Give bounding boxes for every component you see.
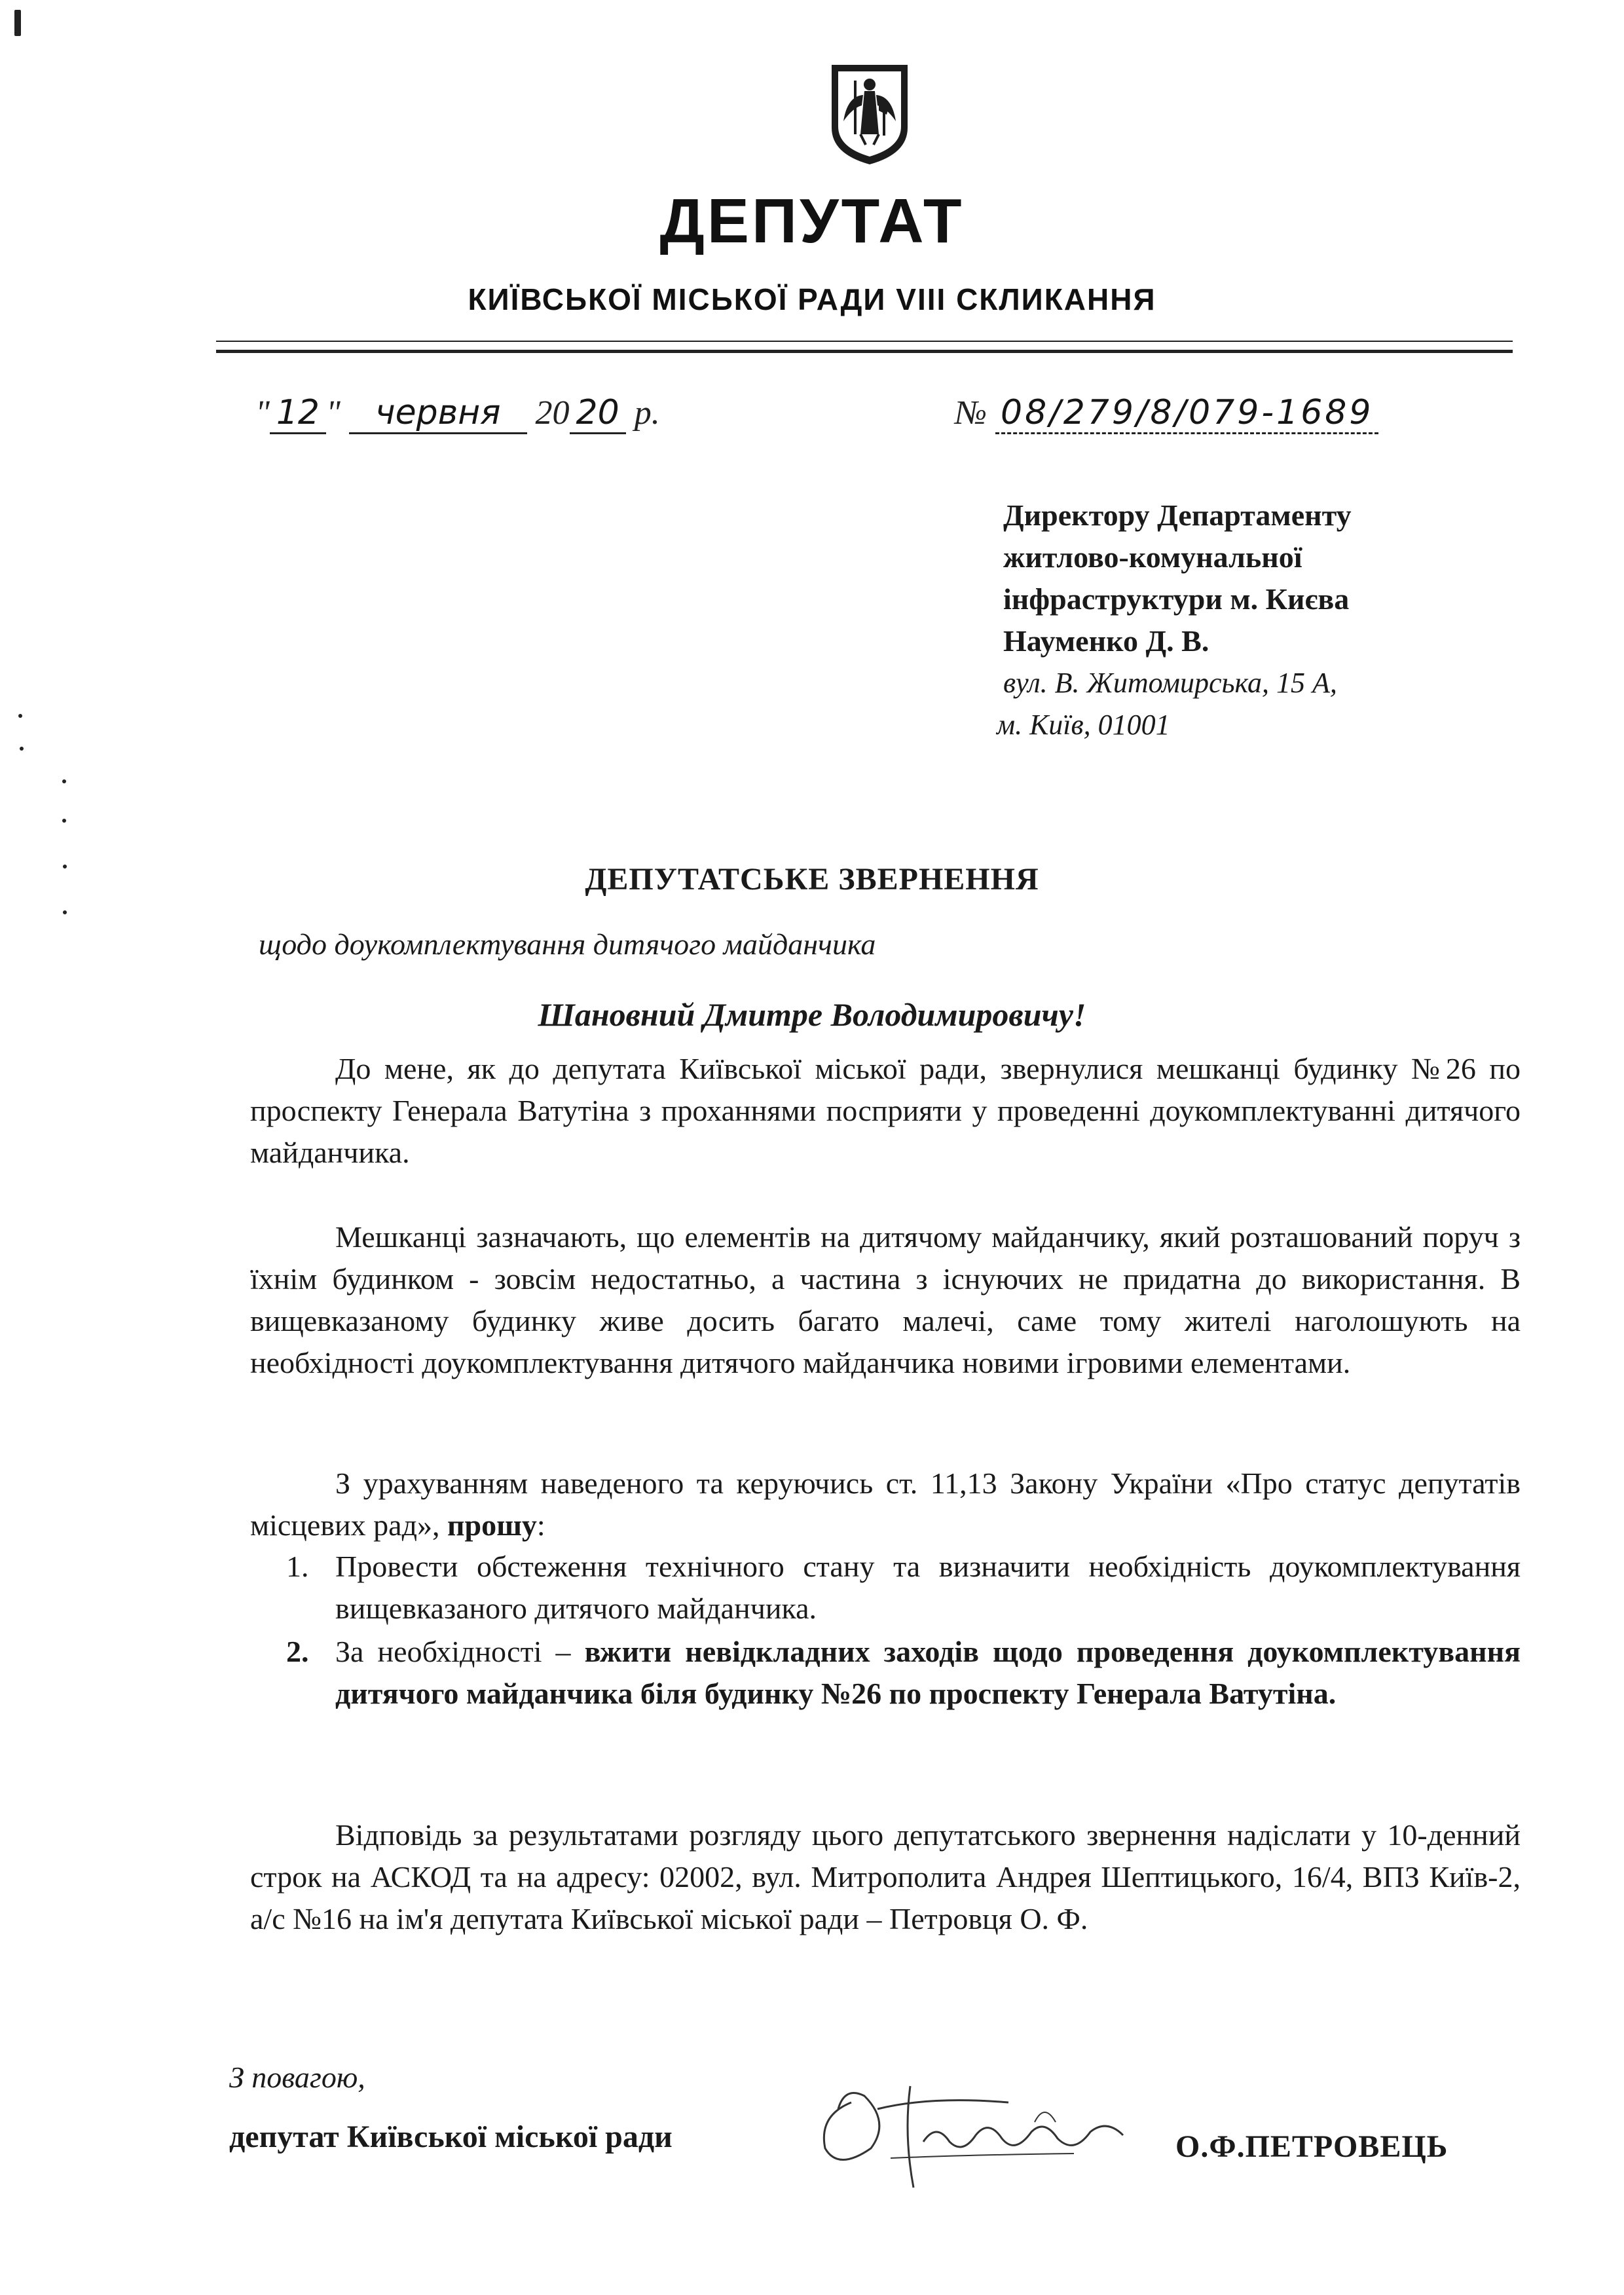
- closing: З повагою,: [229, 2061, 365, 2094]
- paragraph-text: Відповідь за результатами розгляду цього депутатського звернення надіслати у 10-денний строк на АСКОД та на адресу: 02002, вул. Митрополита Андрея Шептицького, 16/4, ВПЗ Київ-2, а/с №16 на ім'я депутата Київської міської ради – Петровця О. Ф.: [250, 1818, 1521, 1935]
- request-word: прошу: [447, 1508, 537, 1542]
- signer-name: О.Ф.ПЕТРОВЕЦЬ: [1175, 2129, 1449, 2164]
- number-prefix: №: [955, 394, 987, 432]
- appeal-subject: щодо доукомплектування дитячого майданчика: [259, 927, 876, 961]
- item-text: Провести обстеження технічного стану та визначити необхідність доукомплектування вищевказаного дитячого майданчика.: [335, 1550, 1521, 1625]
- body-paragraph: [250, 1216, 1521, 1384]
- document-number: 08/279/8/079-1689: [995, 393, 1378, 434]
- item-number: 2.: [286, 1635, 309, 1668]
- year-unit: р.: [634, 394, 660, 432]
- appeal-title: ДЕПУТАТСЬКЕ ЗВЕРНЕННЯ: [585, 862, 1039, 897]
- date-month: червня: [349, 393, 527, 434]
- header-divider: [216, 341, 1513, 353]
- paragraph-text: Мешканці зазначають, що елементів на дитячому майданчику, який розташований поруч з їхнім будинком - зовсім недостатньо, а частина з існуючих не придатна до використання. В вищевказаному будинку живе досить багато малечі, саме тому жителі наголошують на необхідності доукомплектування дитячого майданчика новими ігровими елементами.: [250, 1220, 1521, 1379]
- body-paragraph: [250, 1048, 1521, 1174]
- kyiv-coat-of-arms-icon: [829, 62, 910, 167]
- header-title: ДЕПУТАТ: [659, 186, 965, 256]
- salutation: Шановний Дмитре Володимировичу!: [538, 996, 1086, 1033]
- item-number: 1.: [286, 1550, 309, 1583]
- scan-speck: [18, 714, 22, 718]
- addressee-line: житлово-комунальної: [1003, 540, 1302, 574]
- document-number-field: [955, 393, 1378, 434]
- paragraph-text: :: [536, 1508, 545, 1542]
- date-day: 12: [270, 393, 326, 434]
- item-text-bold: вжити невідкладних заходів щодо проведення доукомплектування дитячого майданчика біля будинку №26 по проспекту Генерала Ватутіна.: [335, 1635, 1521, 1710]
- date-field: [255, 393, 660, 434]
- addressee-address: вул. В. Житомирська, 15 А,: [1003, 667, 1337, 699]
- header-subtitle: КИЇВСЬКОЇ МІСЬКОЇ РАДИ VIII СКЛИКАННЯ: [468, 282, 1156, 316]
- scan-speck: [62, 779, 66, 783]
- body-paragraph: [250, 1463, 1521, 1546]
- signer-title: депутат Київської міської ради: [229, 2119, 673, 2154]
- scan-speck: [62, 819, 66, 823]
- paragraph-text: До мене, як до депутата Київської міської ради, звернулися мешканці будинку №26 по проспекту Генерала Ватутіна з проханнями посприяти у проведенні доукомплектуванні дитячого майданчика.: [250, 1052, 1521, 1169]
- scan-speck: [14, 10, 21, 36]
- item-text: [335, 1631, 1521, 1715]
- addressee-name: Науменко Д. В.: [1003, 624, 1209, 658]
- scan-speck: [63, 910, 67, 914]
- year-suffix: 20: [570, 393, 626, 434]
- addressee-line: інфраструктури м. Києва: [1003, 582, 1350, 616]
- year-prefix: 20: [535, 394, 570, 432]
- addressee-block: [997, 494, 1527, 746]
- addressee-address: м. Київ, 01001: [997, 709, 1170, 741]
- date-close-quote: ": [326, 394, 341, 432]
- date-open-quote: ": [255, 394, 270, 432]
- body-paragraph: [250, 1814, 1521, 1940]
- paragraph-text: З урахуванням наведеного та керуючись ст. 11,13 Закону України «Про статус депутатів місцевих рад»,: [250, 1466, 1521, 1542]
- item-text-plain: За необхідності –: [335, 1635, 585, 1668]
- signature-image: [799, 2057, 1166, 2201]
- addressee-line: Директору Департаменту: [1003, 498, 1352, 532]
- scan-speck: [20, 747, 24, 751]
